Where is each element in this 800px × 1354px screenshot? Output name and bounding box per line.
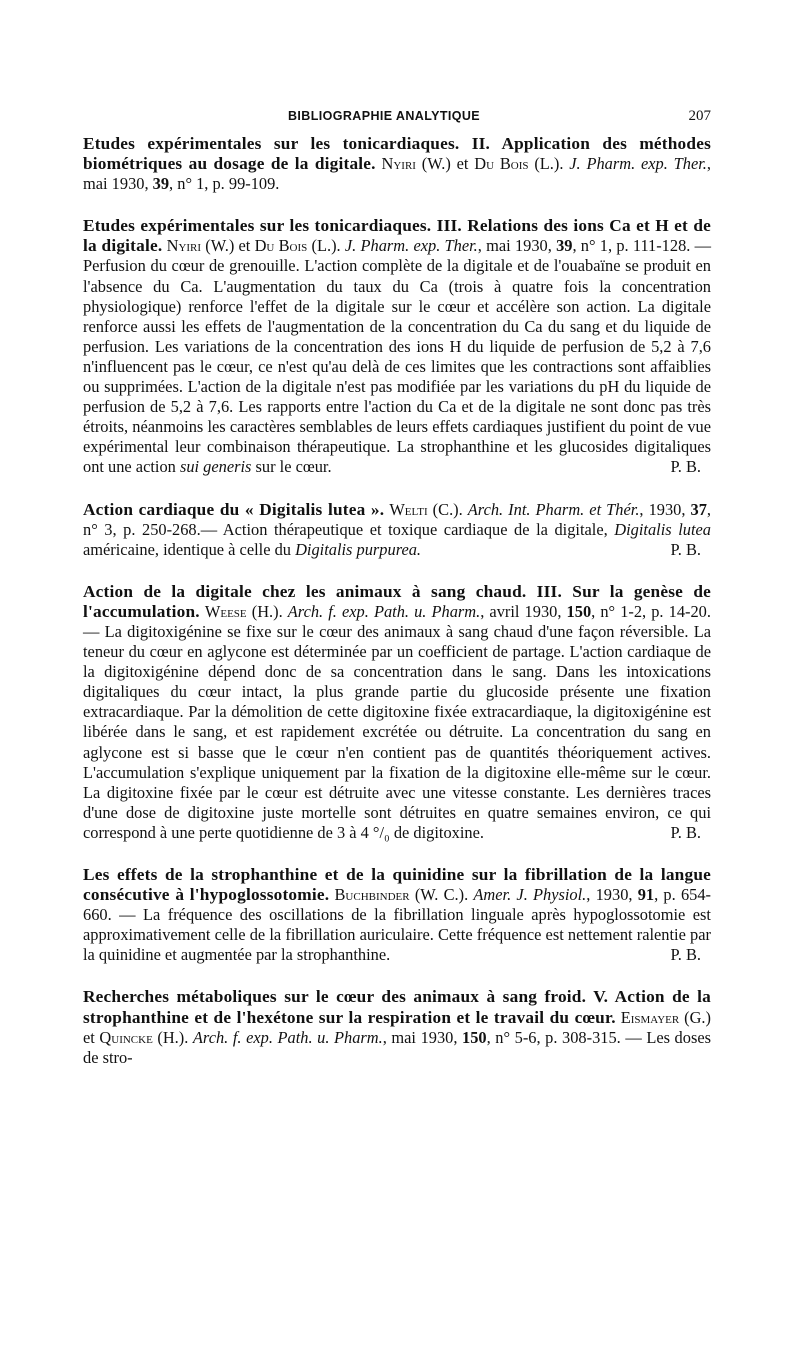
ref-date: , mai 1930, bbox=[382, 1027, 463, 1047]
signature: P. B. bbox=[670, 539, 701, 559]
author-initials: (L.). bbox=[528, 154, 570, 174]
abstract-text: Action thérapeutique et toxique cardiaque de la digitale, bbox=[222, 519, 615, 539]
journal-name: Arch. Int. Pharm. et Thér. bbox=[467, 499, 640, 519]
bibliography-entry bbox=[83, 134, 711, 194]
ref-volume: 39 bbox=[556, 236, 573, 256]
author-initials: (H.). bbox=[152, 1027, 193, 1047]
author-initials: (W.) et bbox=[415, 154, 475, 174]
bibliography-entry bbox=[83, 216, 711, 477]
ref-volume: 37 bbox=[690, 499, 707, 519]
author-name: Welti bbox=[389, 499, 428, 519]
author-name: Quincke bbox=[99, 1027, 153, 1047]
abstract-text: Perfusion du cœur de grenouille. L'action complète de la digitale et de l'ouabaïne se produit en l'absence du Ca. L'augmentation du taux du Ca (trois à quatre fois la concentration physiologique) renforce l'effet de la digitale sur le cœur et accélère son action. La digitale renforce aussi les effets de l'augmentation de la concentration du Ca du sang et du liquide de perfusion. Les variations de la concentration des ions H du liquide de perfusion de 5,2 à 7,6 n'influencent pas le cœur, ce n'est qu'au delà de ces limites que les contractions sont affaiblies ou supprimées. L'action de la digitale n'est pas modifiée par les variations du pH du liquide de perfusion de 5,2 à 7,6. Les rapports entre l'action du Ca et de la digitale ne sont donc pas très étroits, néanmoins les caractères semblables de leurs effets cardiaques justifient du point de vue expérimental leur combinaison thérapeutique. La strophanthine et les glucosides digitaliques ont une action bbox=[83, 256, 711, 477]
journal-name: J. Pharm. exp. Ther. bbox=[569, 154, 707, 174]
author-name: Nyiri bbox=[381, 154, 416, 174]
author-initials: (H.). bbox=[246, 601, 288, 621]
entry-text bbox=[83, 216, 711, 477]
ref-pages: , n° 1-2, p. 14-20. — bbox=[83, 601, 711, 641]
bibliography-entry bbox=[83, 865, 711, 965]
journal-name: Arch. f. exp. Path. u. Pharm. bbox=[287, 601, 481, 621]
abstract-end: sur le cœur. bbox=[251, 457, 332, 477]
journal-name: Amer. J. Physiol. bbox=[473, 885, 587, 905]
entry-text bbox=[83, 500, 711, 560]
author-initials: (W.) et bbox=[201, 236, 255, 256]
entry-text bbox=[83, 134, 711, 194]
header-title: BIBLIOGRAPHIE ANALYTIQUE bbox=[288, 109, 481, 123]
entry-text bbox=[83, 582, 711, 843]
author-name: Eismayer bbox=[620, 1007, 680, 1027]
abstract-italic: Digitalis purpurea. bbox=[295, 539, 422, 559]
entry-title: Action cardiaque du « Digitalis lutea ». bbox=[83, 499, 385, 519]
entry-title: Etudes expérimentales sur les tonicardiaques. III. Relations des ions Ca et H et de la digitale. bbox=[83, 216, 711, 256]
ref-date: , 1930, bbox=[639, 499, 691, 519]
abstract-italic: sui generis bbox=[179, 457, 252, 477]
abstract-mid: américaine, identique à celle du bbox=[83, 539, 296, 559]
entry-title: Etudes expérimentales sur les tonicardiaques. II. Application des méthodes biométriques au dosage de la digitale. bbox=[83, 134, 711, 174]
ref-volume: 39 bbox=[152, 174, 170, 194]
ref-volume: 150 bbox=[566, 601, 592, 621]
document-page bbox=[83, 100, 711, 1090]
ref-pages: , n° 5-6, p. 308-315. — bbox=[486, 1027, 647, 1047]
bibliography-entry bbox=[83, 500, 711, 560]
journal-name: Arch. f. exp. Path. u. Pharm. bbox=[192, 1027, 383, 1047]
ref-pages: , p. 654-660. — bbox=[83, 885, 711, 925]
abstract-text: La digitoxigénine se fixe sur le cœur des animaux à sang chaud d'une façon réversible. La teneur du cœur en aglycone est déterminée par un coefficient de partage. L'action cardiaque de la digitoxigénine dépend donc de sa concentration dans le sang. Dans les intoxications digitaliques du cœur intact, la plus grande partie du glucoside présente une fixation extracardiaque. Par la démolition de cette digitoxine fixée extracardiaque, la digitoxigénine est libérée dans le sang, et est rapidement excrétée ou détruite. La concentration du sang en aglycone est si basse que le cœur n'en contient pas de quantités théoriquement actives. L'accumulation s'explique uniquement par la fixation de la digitoxine elle-même sur le cœur. La digitoxine fixée par le cœur est détruite avec une vitesse constante. Les dernières traces d'une dose de digitoxine juste mortelle sont détruites en quatre semaines environ, ce qui correspond à une perte quotidienne de 3 à 4 °/₀ de digitoxine. bbox=[83, 621, 711, 842]
author-initials: (C.). bbox=[427, 499, 468, 519]
author-name: Du Bois bbox=[254, 236, 308, 256]
author-name: Buchbinder bbox=[334, 885, 410, 905]
ref-pages: , n° 3, p. 250-268.— bbox=[83, 499, 711, 539]
ref-date: , mai 1930, bbox=[477, 236, 557, 256]
author-name: Du Bois bbox=[474, 154, 529, 174]
signature: P. B. bbox=[670, 822, 701, 842]
author-initials: (G.) et bbox=[83, 1007, 711, 1047]
author-initials: (L.). bbox=[307, 236, 345, 256]
journal-name: J. Pharm. exp. Ther. bbox=[344, 236, 478, 256]
ref-date: , avril 1930, bbox=[480, 601, 567, 621]
ref-pages: , n° 1, p. 99-109. bbox=[169, 174, 280, 194]
abstract-italic: Digitalis lutea bbox=[614, 519, 711, 539]
bibliography-entry bbox=[83, 582, 711, 843]
ref-date: , 1930, bbox=[586, 885, 638, 905]
abstract-text: Les doses de stro- bbox=[83, 1027, 711, 1067]
entry-text bbox=[83, 865, 711, 965]
author-name: Weese bbox=[204, 601, 247, 621]
entry-text bbox=[83, 987, 711, 1067]
ref-pages: , n° 1, p. 111-128. — bbox=[572, 236, 711, 256]
entry-title: Action de la digitale chez les animaux à sang chaud. III. Sur la genèse de l'accumulation. bbox=[83, 581, 711, 621]
entry-title: Recherches métaboliques sur le cœur des animaux à sang froid. V. Action de la strophanthine et de l'hexétone sur la respiration et le travail du cœur. bbox=[83, 987, 711, 1027]
page-number: 207 bbox=[688, 108, 711, 124]
author-initials: (W. C.). bbox=[409, 885, 474, 905]
ref-volume: 150 bbox=[462, 1027, 487, 1047]
signature: P. B. bbox=[670, 457, 701, 477]
entry-title: Les effets de la strophanthine et de la quinidine sur la fibrillation de la langue consécutive à l'hypoglossotomie. bbox=[83, 865, 711, 905]
author-name: Nyiri bbox=[166, 236, 202, 256]
ref-volume: 91 bbox=[637, 885, 655, 905]
abstract-text: La fréquence des oscillations de la fibrillation linguale après hypoglossotomie est approximativement celle de la fibrillation auriculaire. Cette fréquence est nettement ralentie par la quinidine et augmentée par la strophanthine. bbox=[83, 905, 711, 965]
running-header bbox=[83, 100, 711, 124]
signature: P. B. bbox=[670, 945, 701, 965]
ref-date: , mai 1930, bbox=[83, 154, 712, 194]
bibliography-entry bbox=[83, 987, 711, 1067]
